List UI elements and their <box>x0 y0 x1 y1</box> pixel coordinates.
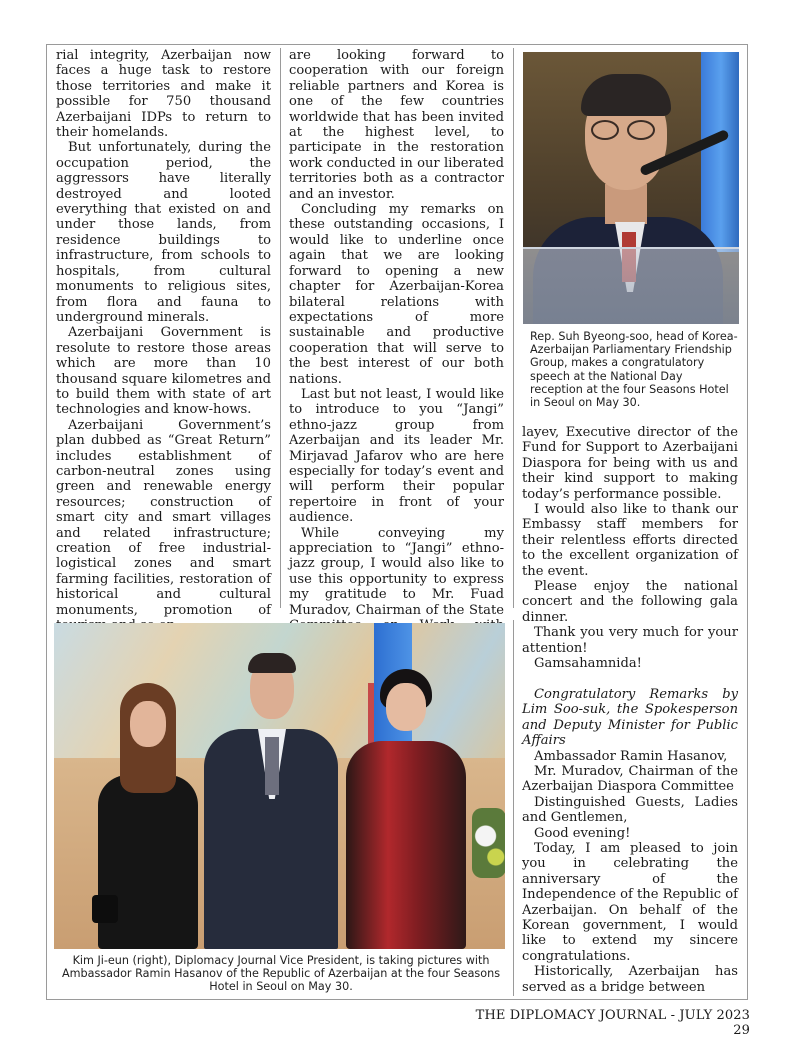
paragraph: rial integrity, Azerbaijan now faces a huge task to restore those territories and make it possible for 750 thousand Azerbaijani IDPs to return to their homelands. <box>56 48 271 141</box>
column-divider <box>513 48 514 608</box>
paragraph: I would also like to thank our Embassy staff members for their relentless efforts directed to the excellent organization of the event. <box>522 502 738 579</box>
section-heading: Congratulatory Remarks by Lim Soo-suk, the Spokesperson and Deputy Minister for Public Affairs <box>522 686 738 749</box>
paragraph: Thank you very much for your attention! <box>522 625 738 656</box>
paragraph: Ambassador Ramin Hasanov, <box>534 748 728 764</box>
paragraph: are looking forward to cooperation with our foreign reliable partners and Korea is one of the few countries worldwide that has been invited at the highest level, to participate in the restoration work conducted in our liberated territories both as a contractor and an investor. <box>289 48 504 202</box>
paragraph: Azerbaijani Government’s plan dubbed as “Great Return” includes establishment of carbon-neutral zones using green and renewable energy resources; construction of smart city and smart villages and related infrastructure; creation of free industrial-logistical zones and smart farming facilities, restoration of historical and cultural monuments, promotion of <box>56 417 271 618</box>
photo-caption: Rep. Suh Byeong-soo, head of Korea-Azerbaijan Parliamentary Friendship Group, makes a congratulatory speech at the National Day reception at the four Seasons Hotel in Seoul on May 30. <box>530 330 738 410</box>
paragraph: Last but not least, I would like to introduce to you “Jangi” ethno-jazz group from Azerbaijan and its leader Mr. Mirjavad Jafarov who are here especially for today’s event and will perform their popular repertoire in front of your audience. <box>289 386 504 526</box>
article-column-2 <box>289 48 504 649</box>
paragraph: Concluding my remarks on these outstanding occasions, I would like to underline once again that we are looking forward to opening a new chapter for Azerbaijan-Korea bilateral relations with expectations of more sustainable and productive cooperation that will serve to the best interest of our both nations. <box>289 202 504 387</box>
publication-issue: THE DIPLOMACY JOURNAL - JULY 2023 <box>475 1008 750 1023</box>
paragraph: Today, I am pleased to join you in celebrating the anniversary of the Independence of the Republic of Azerbaijan. On behalf of the Korean government, I would like to extend my sincere congratulations. <box>522 840 739 964</box>
paragraph: Gamsahamnida! <box>534 656 642 672</box>
paragraph: Distinguished Guests, Ladies and Gentlemen, <box>522 794 738 826</box>
paragraph: Please enjoy the national concert and the following gala dinner. <box>522 579 738 625</box>
page-number: 29 <box>733 1023 750 1038</box>
speaker-photo <box>523 52 739 324</box>
column-divider <box>280 48 281 608</box>
paragraph: Mr. Muradov, Chairman of the Azerbaijan Diaspora Committee <box>522 763 738 795</box>
page-footer <box>460 1008 750 1038</box>
paragraph: While conveying my appreciation to “Jangi” ethno-jazz group, I would also like to use this opportunity to express my gratitude to Mr. Fuad Muradov, Chairman of the State <box>289 525 504 618</box>
group-photo <box>54 623 505 949</box>
article-column-1 <box>56 48 271 649</box>
column-divider <box>513 620 514 996</box>
paragraph: Good evening! <box>534 825 631 841</box>
paragraph: Azerbaijani Government is resolute to restore those areas which are more than 10 thousand square kilometres and to build them with state of art technologies and know-hows. <box>56 325 271 418</box>
paragraph: But unfortunately, during the occupation period, the aggressors have literally destroyed and looted everything that existed on and under those lands, from residence buildings to infrastructure, from schools to hospitals, from cultural monuments to religious sites, from flora and fauna to underground minerals. <box>56 140 271 325</box>
paragraph: Historically, Azerbaijan has served as a bridge between <box>522 964 738 995</box>
photo-caption: Kim Ji-eun (right), Diplomacy Journal Vice President, is taking pictures with Ambassador Ramin Hasanov of the Republic of Azerbaijan at the four Seasons Hotel in Seoul on May 30. <box>61 954 501 994</box>
article-column-3 <box>522 425 738 995</box>
paragraph: layev, Executive director of the Fund for Support to Azerbaijani Diaspora for being with us and their kind support to making today’s performance possible. <box>522 425 738 502</box>
